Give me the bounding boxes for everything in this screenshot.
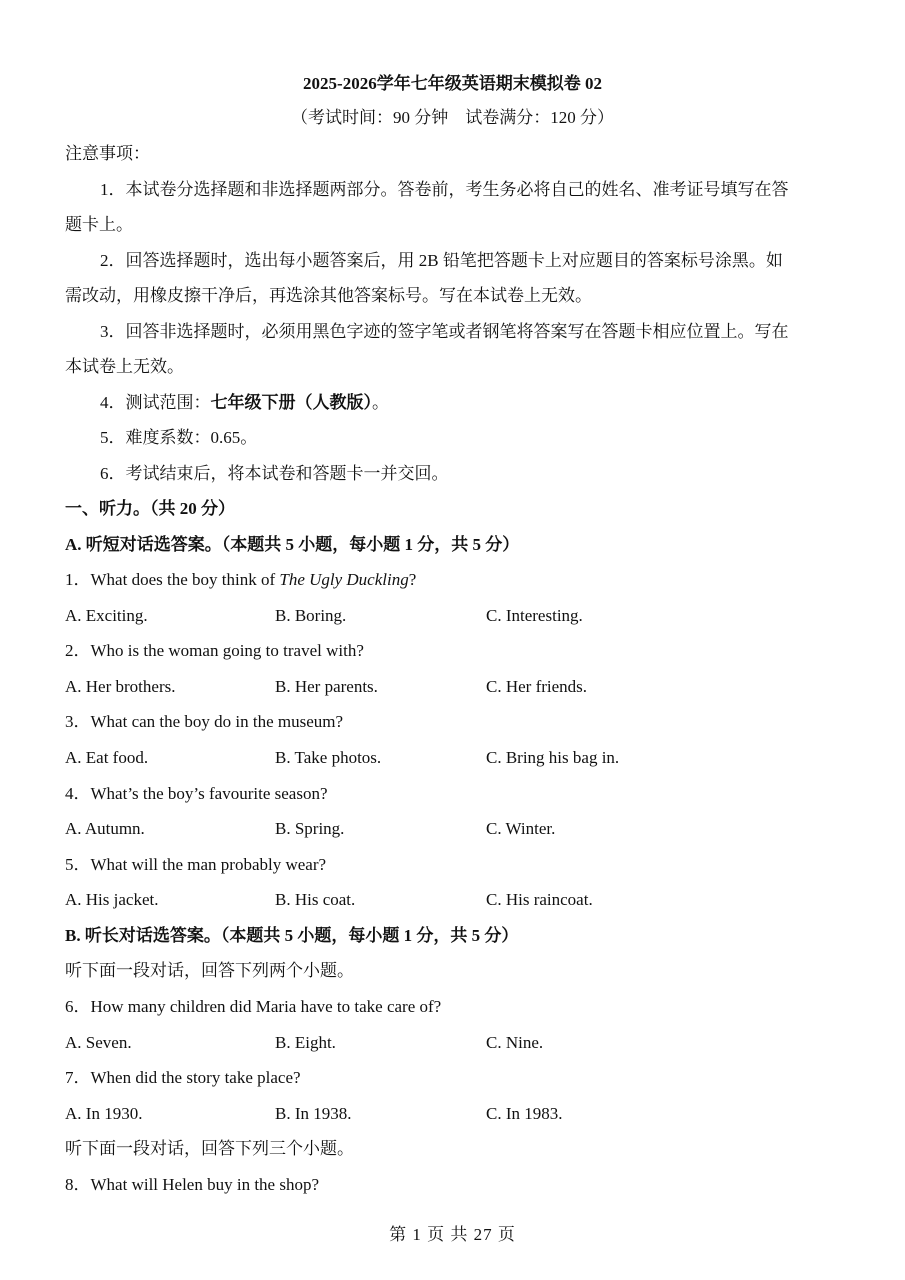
q6-option-a: A. Seven. [65, 1033, 132, 1052]
question-1-suffix: ? [408, 570, 417, 589]
q2-option-a: A. Her brothers. [65, 677, 176, 696]
q5-option-b: B. His coat. [275, 890, 356, 909]
q1-option-a: A. Exciting. [65, 606, 148, 625]
q7-option-b: B. In 1938. [275, 1104, 352, 1123]
question-4: 4．What’s the boy’s favourite season? [65, 784, 328, 803]
page-title: 2025-2026学年七年级英语期末模拟卷 02 [303, 74, 602, 93]
page-number: 第 1 页 共 27 页 [389, 1225, 516, 1244]
q4-option-a: A. Autumn. [65, 819, 145, 838]
question-6: 6．How many children did Maria have to take care of? [65, 997, 442, 1016]
notice-heading: 注意事项： [65, 144, 150, 163]
q2-option-c: C. Her friends. [486, 677, 588, 696]
notice-item-3-line-2: 本试卷上无效。 [65, 357, 184, 376]
notice-item-6: 6．考试结束后，将本试卷和答题卡一并交回。 [100, 464, 449, 483]
question-1-prefix: 1．What does the boy think of [65, 570, 280, 589]
q3-option-b: B. Take photos. [275, 748, 382, 767]
notice-item-2-line-1: 2．回答选择题时，选出每小题答案后，用 2B 铅笔把答题卡上对应题目的答案标号涂黑。如 [100, 251, 783, 270]
notice-item-1-line-1: 1．本试卷分选择题和非选择题两部分。答卷前，考生务必将自己的姓名、准考证号填写在答 [100, 180, 789, 199]
question-2: 2．Who is the woman going to travel with? [65, 641, 364, 660]
q2-option-b: B. Her parents. [275, 677, 378, 696]
test-scope: 七年级下册（人教版） [210, 393, 372, 412]
exam-info: （考试时间：90 分钟 试卷满分：120 分） [291, 108, 614, 127]
q1-option-b: B. Boring. [275, 606, 347, 625]
q1-option-c: C. Interesting. [486, 606, 583, 625]
section-listening-heading: 一、听力。（共 20 分） [65, 499, 235, 518]
notice-item-2-line-2: 需改动，用橡皮擦干净后，再选涂其他答案标号。写在本试卷上无效。 [65, 286, 592, 305]
part-a-heading: A. 听短对话选答案。（本题共 5 小题，每小题 1 分，共 5 分） [65, 535, 520, 554]
q5-option-c: C. His raincoat. [486, 890, 593, 909]
q7-option-a: A. In 1930. [65, 1104, 143, 1123]
q5-option-a: A. His jacket. [65, 890, 159, 909]
notice-item-4-suffix: 。 [372, 393, 389, 412]
q4-option-c: C. Winter. [486, 819, 556, 838]
part-b-intro-1: 听下面一段对话，回答下列两个小题。 [65, 961, 354, 980]
question-3: 3．What can the boy do in the museum? [65, 712, 344, 731]
q3-option-c: C. Bring his bag in. [486, 748, 620, 767]
q7-option-c: C. In 1983. [486, 1104, 563, 1123]
question-1 [65, 568, 843, 592]
part-b-heading: B. 听长对话选答案。（本题共 5 小题，每小题 1 分，共 5 分） [65, 926, 519, 945]
notice-item-1-line-2: 题卡上。 [65, 215, 133, 234]
notice-item-3-line-1: 3．回答非选择题时，必须用黑色字迹的签字笔或者钢笔将答案写在答题卡相应位置上。写在 [100, 322, 789, 341]
notice-item-5: 5．难度系数：0.65。 [100, 428, 258, 447]
q4-option-b: B. Spring. [275, 819, 345, 838]
q6-option-b: B. Eight. [275, 1033, 336, 1052]
part-b-intro-2: 听下面一段对话，回答下列三个小题。 [65, 1139, 354, 1158]
question-8: 8．What will Helen buy in the shop? [65, 1175, 320, 1194]
question-5: 5．What will the man probably wear? [65, 855, 327, 874]
notice-item-4-prefix: 4．测试范围： [100, 393, 211, 412]
q3-option-a: A. Eat food. [65, 748, 149, 767]
question-7: 7．When did the story take place? [65, 1068, 301, 1087]
notice-item-4 [100, 391, 843, 415]
book-title: The Ugly Duckling [279, 570, 409, 589]
q6-option-c: C. Nine. [486, 1033, 544, 1052]
